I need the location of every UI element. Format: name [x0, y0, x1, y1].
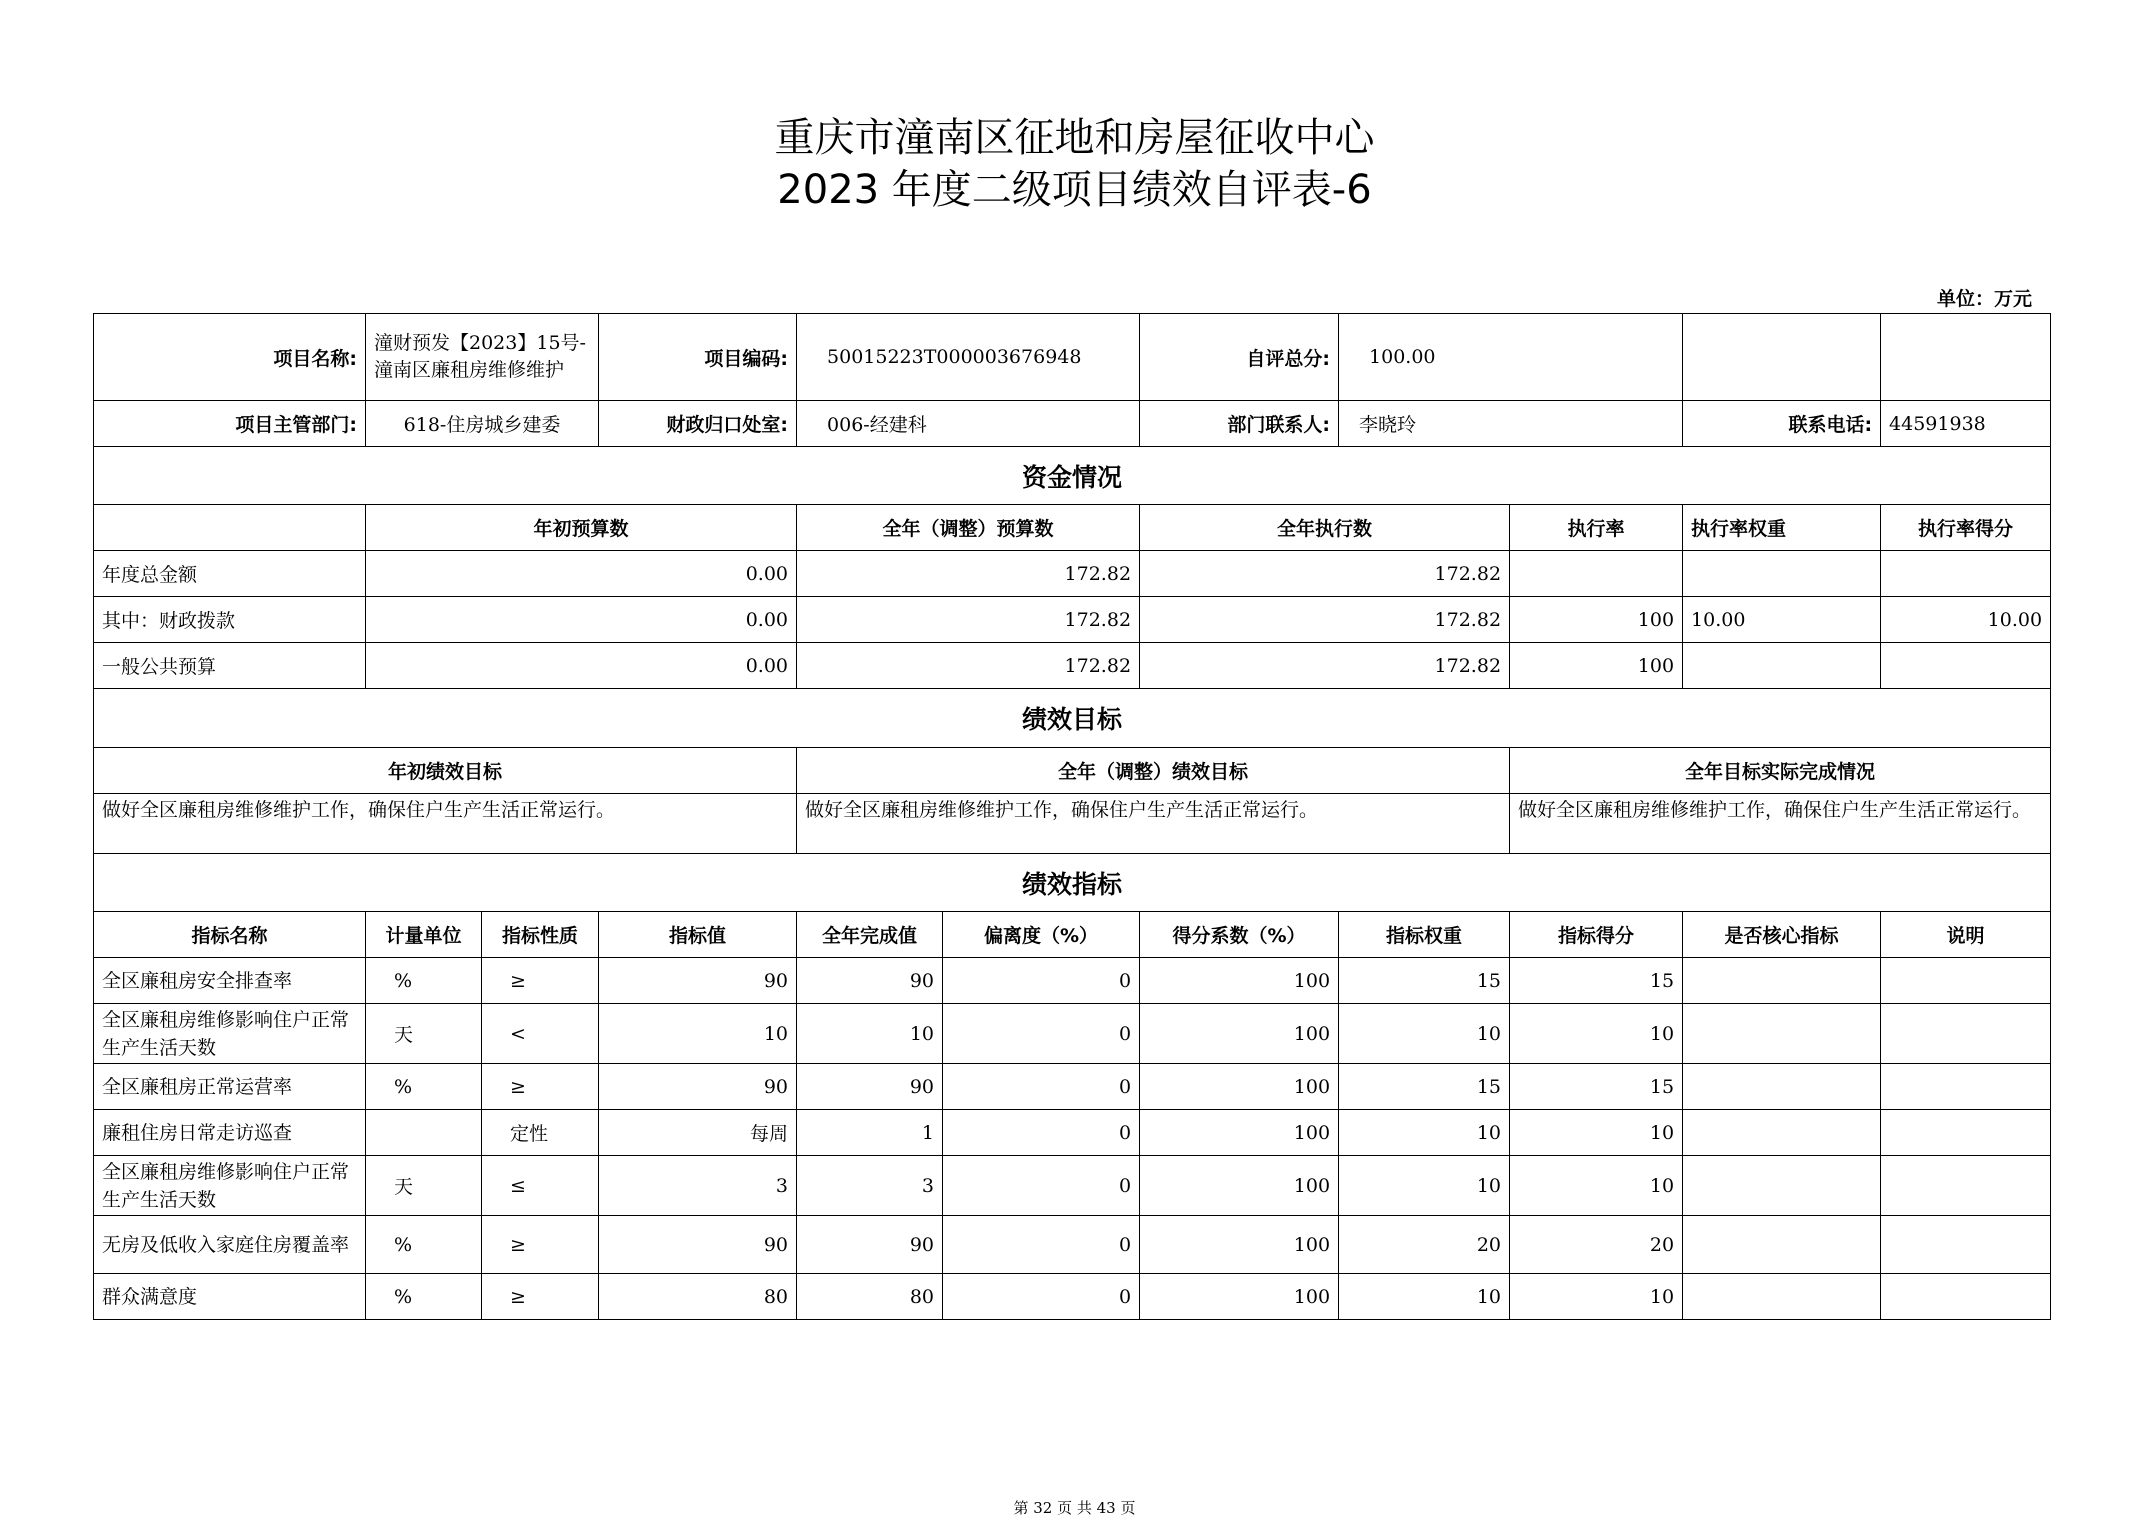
funds-header: 全年执行数 — [1140, 505, 1510, 551]
indicator-core — [1683, 1156, 1881, 1216]
funds-header: 全年（调整）预算数 — [797, 505, 1140, 551]
unit-label: 单位：万元 — [1936, 288, 2032, 310]
indicator-deviation: 0 — [943, 1274, 1140, 1320]
indicator-row — [94, 1064, 2051, 1110]
indicator-core — [1683, 958, 1881, 1004]
indicator-done: 80 — [797, 1274, 943, 1320]
indicators-section-row — [94, 854, 2051, 912]
indicator-note — [1881, 1064, 2051, 1110]
indicator-deviation: 0 — [943, 1110, 1140, 1156]
page-subtitle: 2023 年度二级项目绩效自评表-6 — [777, 167, 1372, 213]
funds-header: 年初预算数 — [366, 505, 797, 551]
indicator-nature: ≥ — [482, 1216, 599, 1274]
funds-row-name: 其中：财政拨款 — [94, 597, 366, 643]
project-name: 潼财预发【2023】15号-潼南区廉租房维修维护 — [366, 314, 599, 401]
indicator-weight: 15 — [1339, 1064, 1510, 1110]
indicator-header: 指标值 — [599, 912, 797, 958]
funds-executed: 172.82 — [1140, 643, 1510, 689]
indicator-value: 80 — [599, 1274, 797, 1320]
funds-adjusted: 172.82 — [797, 551, 1140, 597]
indicator-core — [1683, 1004, 1881, 1064]
empty-cell — [1683, 314, 1881, 401]
indicator-nature: < — [482, 1004, 599, 1064]
indicator-unit: % — [366, 1216, 482, 1274]
indicator-header: 计量单位 — [366, 912, 482, 958]
indicator-score: 10 — [1510, 1274, 1683, 1320]
funds-adjusted: 172.82 — [797, 643, 1140, 689]
indicator-value: 3 — [599, 1156, 797, 1216]
funds-section-row — [94, 447, 2051, 505]
indicator-row — [94, 1110, 2051, 1156]
goals-section-title: 绩效目标 — [94, 689, 2051, 748]
indicators-header-row — [94, 912, 2051, 958]
indicator-coefficient: 100 — [1140, 1274, 1339, 1320]
indicator-name: 全区廉租房正常运营率 — [94, 1064, 366, 1110]
funds-row — [94, 551, 2051, 597]
indicator-score: 15 — [1510, 958, 1683, 1004]
indicator-note — [1881, 958, 2051, 1004]
indicator-done: 90 — [797, 1216, 943, 1274]
goal-adjusted: 做好全区廉租房维修维护工作，确保住户生产生活正常运行。 — [797, 794, 1510, 854]
funds-header-row — [94, 505, 2051, 551]
indicator-done: 90 — [797, 1064, 943, 1110]
info-row-1 — [94, 314, 2051, 401]
empty-cell — [1881, 314, 2051, 401]
funds-weight — [1683, 643, 1881, 689]
indicator-core — [1683, 1110, 1881, 1156]
indicator-name: 全区廉租房维修影响住户正常生产生活天数 — [94, 1156, 366, 1216]
total-score: 100.00 — [1339, 314, 1683, 401]
indicator-name: 廉租住房日常走访巡查 — [94, 1110, 366, 1156]
indicator-score: 20 — [1510, 1216, 1683, 1274]
indicator-unit: 天 — [366, 1004, 482, 1064]
funds-score — [1881, 643, 2051, 689]
page-title: 重庆市潼南区征地和房屋征收中心 — [774, 115, 1375, 161]
goals-header: 年初绩效目标 — [94, 748, 797, 794]
goal-initial: 做好全区廉租房维修维护工作，确保住户生产生活正常运行。 — [94, 794, 797, 854]
indicator-deviation: 0 — [943, 1216, 1140, 1274]
indicator-deviation: 0 — [943, 958, 1140, 1004]
indicator-coefficient: 100 — [1140, 1004, 1339, 1064]
indicator-weight: 10 — [1339, 1004, 1510, 1064]
indicator-core — [1683, 1274, 1881, 1320]
indicator-core — [1683, 1064, 1881, 1110]
indicator-value: 10 — [599, 1004, 797, 1064]
indicator-row — [94, 1156, 2051, 1216]
indicator-done: 10 — [797, 1004, 943, 1064]
indicator-deviation: 0 — [943, 1064, 1140, 1110]
funds-row-name: 年度总金额 — [94, 551, 366, 597]
dept-value: 618-住房城乡建委 — [366, 401, 599, 447]
indicator-header: 指标权重 — [1339, 912, 1510, 958]
goals-header: 全年（调整）绩效目标 — [797, 748, 1510, 794]
indicator-weight: 10 — [1339, 1274, 1510, 1320]
indicator-header: 全年完成值 — [797, 912, 943, 958]
indicator-done: 3 — [797, 1156, 943, 1216]
indicator-score: 15 — [1510, 1064, 1683, 1110]
funds-adjusted: 172.82 — [797, 597, 1140, 643]
finance-label: 财政归口处室: — [599, 401, 797, 447]
indicator-value: 每周 — [599, 1110, 797, 1156]
indicator-header: 指标性质 — [482, 912, 599, 958]
indicator-coefficient: 100 — [1140, 1064, 1339, 1110]
indicator-nature: ≥ — [482, 958, 599, 1004]
indicator-row — [94, 1274, 2051, 1320]
indicator-nature: ≥ — [482, 1064, 599, 1110]
dept-label: 项目主管部门: — [94, 401, 366, 447]
indicator-header: 说明 — [1881, 912, 2051, 958]
indicator-note — [1881, 1216, 2051, 1274]
funds-weight — [1683, 551, 1881, 597]
indicator-nature: ≤ — [482, 1156, 599, 1216]
funds-initial: 0.00 — [366, 643, 797, 689]
indicator-nature: ≥ — [482, 1274, 599, 1320]
indicator-unit: % — [366, 958, 482, 1004]
indicator-deviation: 0 — [943, 1004, 1140, 1064]
funds-executed: 172.82 — [1140, 551, 1510, 597]
indicator-value: 90 — [599, 958, 797, 1004]
indicator-name: 无房及低收入家庭住房覆盖率 — [94, 1216, 366, 1274]
indicator-deviation: 0 — [943, 1156, 1140, 1216]
indicator-done: 90 — [797, 958, 943, 1004]
indicator-weight: 20 — [1339, 1216, 1510, 1274]
indicator-unit: 天 — [366, 1156, 482, 1216]
indicator-note — [1881, 1004, 2051, 1064]
indicator-unit — [366, 1110, 482, 1156]
goal-actual: 做好全区廉租房维修维护工作，确保住户生产生活正常运行。 — [1510, 794, 2051, 854]
indicator-name: 全区廉租房维修影响住户正常生产生活天数 — [94, 1004, 366, 1064]
indicator-row — [94, 958, 2051, 1004]
funds-weight: 10.00 — [1683, 597, 1881, 643]
indicator-weight: 15 — [1339, 958, 1510, 1004]
funds-row — [94, 643, 2051, 689]
goals-header: 全年目标实际完成情况 — [1510, 748, 2051, 794]
project-name-label: 项目名称: — [94, 314, 366, 401]
indicator-score: 10 — [1510, 1004, 1683, 1064]
funds-section-title: 资金情况 — [94, 447, 2051, 505]
indicator-unit: % — [366, 1064, 482, 1110]
indicator-value: 90 — [599, 1064, 797, 1110]
indicator-core — [1683, 1216, 1881, 1274]
indicator-unit: % — [366, 1274, 482, 1320]
empty-cell — [94, 505, 366, 551]
phone-label: 联系电话: — [1683, 401, 1881, 447]
indicator-coefficient: 100 — [1140, 958, 1339, 1004]
funds-initial: 0.00 — [366, 597, 797, 643]
indicator-name: 群众满意度 — [94, 1274, 366, 1320]
indicator-score: 10 — [1510, 1156, 1683, 1216]
funds-score — [1881, 551, 2051, 597]
indicator-nature: 定性 — [482, 1110, 599, 1156]
funds-row-name: 一般公共预算 — [94, 643, 366, 689]
indicator-note — [1881, 1274, 2051, 1320]
indicator-note — [1881, 1110, 2051, 1156]
goals-section-row — [94, 689, 2051, 748]
goals-header-row — [94, 748, 2051, 794]
funds-score: 10.00 — [1881, 597, 2051, 643]
indicator-name: 全区廉租房安全排查率 — [94, 958, 366, 1004]
indicator-header: 指标名称 — [94, 912, 366, 958]
evaluation-table — [93, 313, 2051, 1320]
phone-value: 44591938 — [1881, 401, 2051, 447]
finance-value: 006-经建科 — [797, 401, 1140, 447]
project-code: 50015223T000003676948 — [797, 314, 1140, 401]
funds-initial: 0.00 — [366, 551, 797, 597]
funds-header: 执行率得分 — [1881, 505, 2051, 551]
funds-header: 执行率权重 — [1683, 505, 1881, 551]
funds-rate — [1510, 551, 1683, 597]
funds-executed: 172.82 — [1140, 597, 1510, 643]
contact-label: 部门联系人: — [1140, 401, 1339, 447]
indicator-row — [94, 1216, 2051, 1274]
info-row-2 — [94, 401, 2051, 447]
goals-row — [94, 794, 2051, 854]
funds-header: 执行率 — [1510, 505, 1683, 551]
indicator-value: 90 — [599, 1216, 797, 1274]
indicator-row — [94, 1004, 2051, 1064]
indicator-header: 得分系数（%） — [1140, 912, 1339, 958]
indicator-coefficient: 100 — [1140, 1110, 1339, 1156]
indicator-coefficient: 100 — [1140, 1156, 1339, 1216]
funds-row — [94, 597, 2051, 643]
indicator-header: 是否核心指标 — [1683, 912, 1881, 958]
funds-rate: 100 — [1510, 643, 1683, 689]
indicator-coefficient: 100 — [1140, 1216, 1339, 1274]
indicator-header: 指标得分 — [1510, 912, 1683, 958]
indicator-score: 10 — [1510, 1110, 1683, 1156]
indicator-note — [1881, 1156, 2051, 1216]
funds-rate: 100 — [1510, 597, 1683, 643]
contact-value: 李晓玲 — [1339, 401, 1683, 447]
score-label: 自评总分: — [1140, 314, 1339, 401]
indicators-section-title: 绩效指标 — [94, 854, 2051, 912]
indicator-done: 1 — [797, 1110, 943, 1156]
indicator-weight: 10 — [1339, 1156, 1510, 1216]
indicator-header: 偏离度（%） — [943, 912, 1140, 958]
page-footer: 第 32 页 共 43 页 — [1013, 1499, 1136, 1517]
indicator-weight: 10 — [1339, 1110, 1510, 1156]
project-code-label: 项目编码: — [599, 314, 797, 401]
